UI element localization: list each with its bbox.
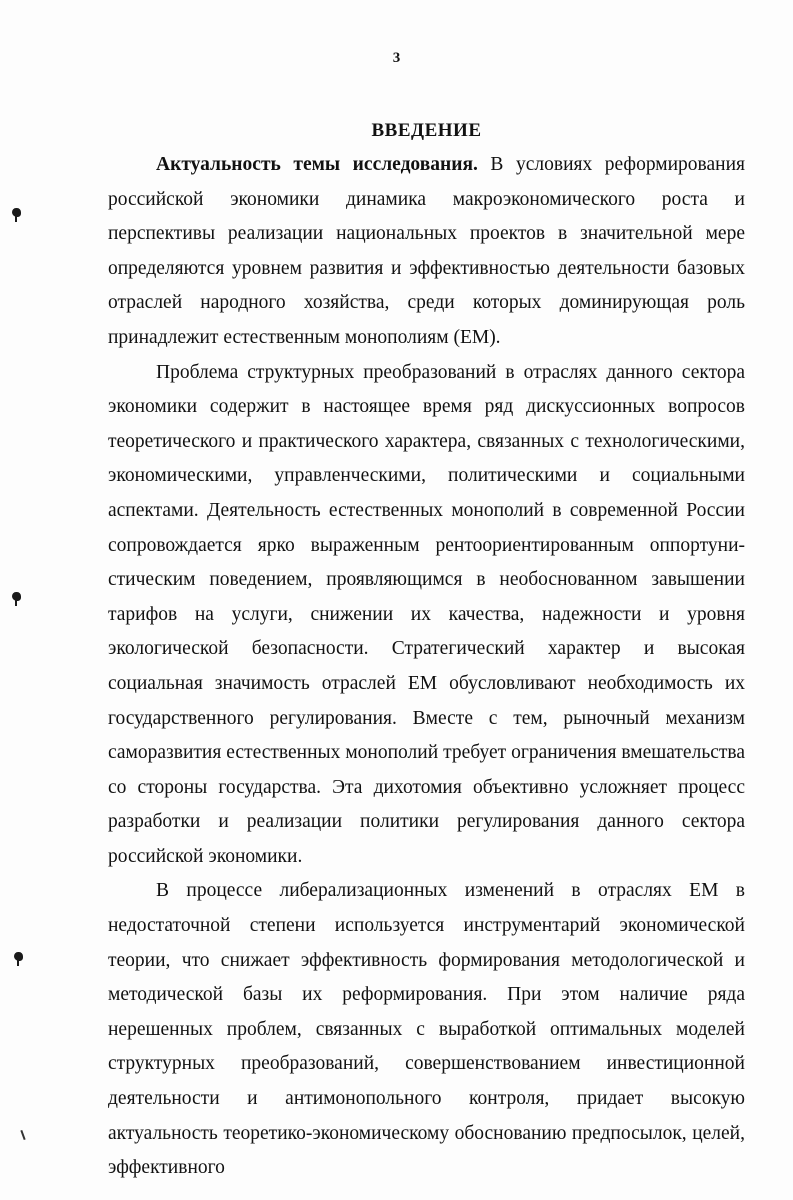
paragraph-structural-problem: Проблема структурных преобразований в отраслях данного сектора экономики содержит в настоящее время ряд дискуссионных вопросов теоретического и практического характера, связанных с технологическими, экономическими, управленческими, политическими и социальными аспектами. Деятельность естественных монополий в современной России сопровождается ярко выраженным рентоориентированным оппортуни-стическим поведением, проявляющимся в необоснованном завышении тарифов на услуги, снижении их качества, надежности и уровня экологической безопасности. Стратегический характер и высокая социальная значимость отраслей ЕМ обусловливают необходимость их государственного регулирования. Вместе с тем, рыночный механизм саморазвития естественных монополий требует ограничения вмешательства со стороны государства. Эта дихотомия объективно усложняет процесс разработки и реализации политики регулирования данного сектора российской экономики.	[108, 361, 745, 867]
scan-mark-2	[12, 592, 21, 601]
page-number: 3	[392, 50, 401, 66]
paragraph-liberalization: В процессе либерализационных изменений в отраслях ЕМ в недостаточной степени используется инструментарий экономической теории, что снижает эффективность формирования методологической и методической базы их реформирования. При этом наличие ряда нерешенных проблем, связанных с выработкой оптимальных моделей структурных преобразований, совершенствованием инвестиционной деятельности и антимонопольного контроля, придает высокую актуальность теоретико-экономическому обоснованию предпосылок, целей, эффективного	[108, 880, 745, 1179]
paragraph-relevance	[108, 148, 745, 356]
scan-mark-3	[14, 952, 23, 961]
paragraph-lead: Актуальность темы исследования.	[156, 154, 478, 175]
section-heading: ВВЕДЕНИЕ	[371, 120, 482, 141]
paragraph-relevance-text: В условиях реформирования российской экономики динамика макроэкономического роста и перспективы реализации национальных проектов в значительной мере определяются уровнем развития и эффективностью деятельности базовых отраслей народного хозяйства, среди которых доминирующая роль принадлежит естественным монополиям (ЕМ).	[108, 154, 745, 348]
page-content	[108, 120, 745, 1186]
scan-mark-1	[12, 208, 21, 217]
scan-tick	[20, 1130, 25, 1140]
